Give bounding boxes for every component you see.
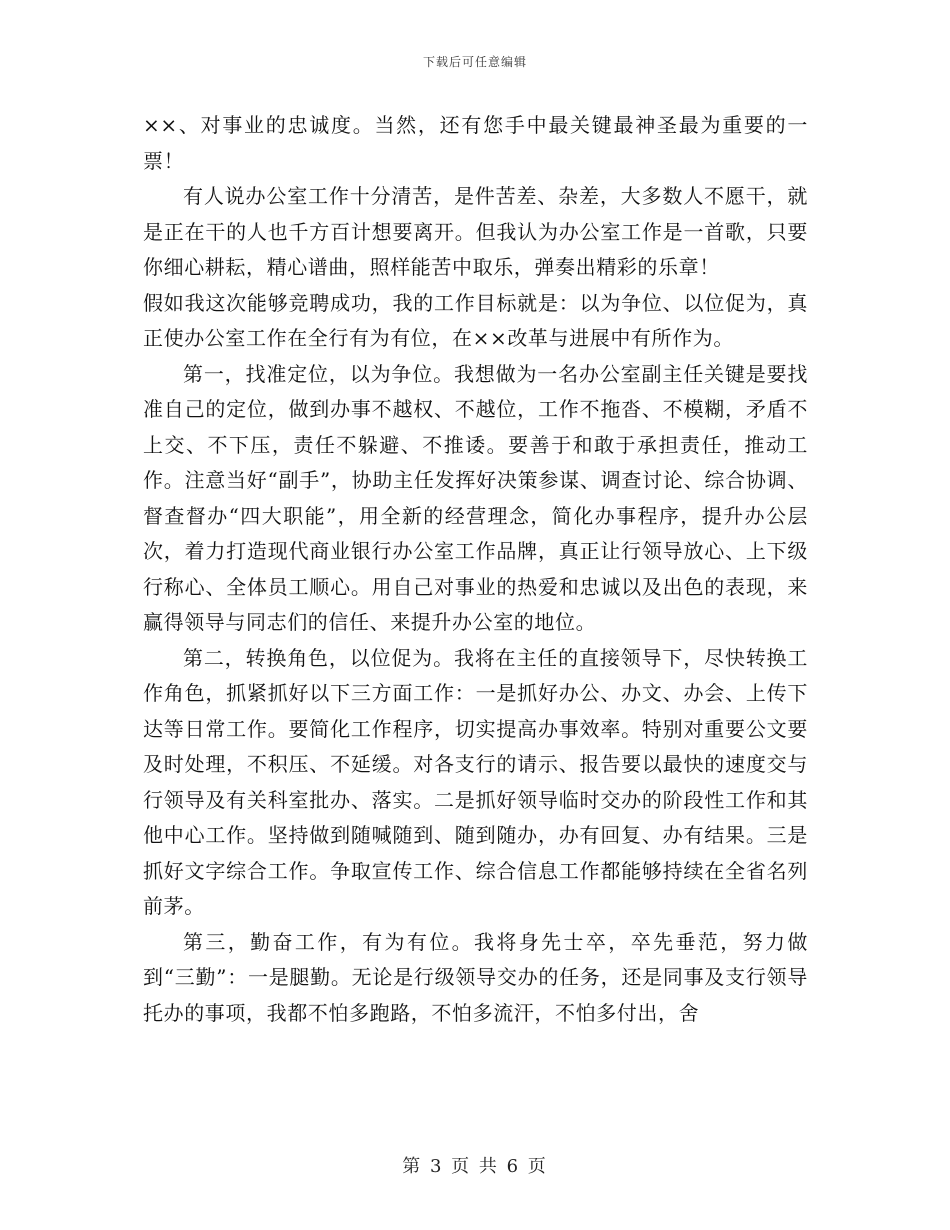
- paragraph-3: 假如我这次能够竞聘成功，我的工作目标就是：以为争位、以位促为，真正使办公室工作在全行有为有位，在××改革与进展中有所作为。: [143, 290, 808, 350]
- paragraph-1: ××、对事业的忠诚度。当然，还有您手中最关键最神圣最为重要的一票！: [143, 113, 808, 173]
- page-number-footer: 第 3 页 共 6 页: [402, 1156, 548, 1177]
- paragraph-4: 第一，找准定位，以为争位。我想做为一名办公室副主任关键是要找准自己的定位，做到办事不越权、不越位，工作不拖沓、不模糊，矛盾不上交、不下压，责任不躲避、不推诿。要善于和敢于承担责任，推动工作。注意当好“副手”，协助主任发挥好决策参谋、调查讨论、综合协调、督查督办“四大职能”，用全新的经营理念，简化办事程序，提升办公层次，着力打造现代商业银行办公室工作品牌，真正让行领导放心、上下级行称心、全体员工顺心。用自己对事业的热爱和忠诚以及出色的表现，来赢得领导与同志们的信任、来提升办公室的地位。: [143, 361, 808, 634]
- paragraph-6: 第三，勤奋工作，有为有位。我将身先士卒，卒先垂范，努力做到“三勤”：一是腿勤。无论是行级领导交办的任务，还是同事及支行领导托办的事项，我都不怕多跑路，不怕多流汗，不怕多付出，舍: [143, 929, 808, 1025]
- page-header: 下载后可任意编辑: [422, 55, 527, 69]
- document-body: [143, 108, 808, 1031]
- paragraph-5: 第二，转换角色，以位促为。我将在主任的直接领导下，尽快转换工作角色，抓紧抓好以下三方面工作：一是抓好办公、办文、办会、上传下达等日常工作。要简化工作程序，切实提高办事效率。特别对重要公文要及时处理，不积压、不延缓。对各支行的请示、报告要以最快的速度交与行领导及有关科室批办、落实。二是抓好领导临时交办的阶段性工作和其他中心工作。坚持做到随喊随到、随到随办，办有回复、办有结果。三是抓好文字综合工作。争取宣传工作、综合信息工作都能够持续在全省名列前茅。: [143, 645, 808, 918]
- paragraph-2: 有人说办公室工作十分清苦，是件苦差、杂差，大多数人不愿干，就是正在干的人也千方百计想要离开。但我认为办公室工作是一首歌，只要你细心耕耘，精心谱曲，照样能苦中取乐，弹奏出精彩的乐章！: [143, 184, 808, 279]
